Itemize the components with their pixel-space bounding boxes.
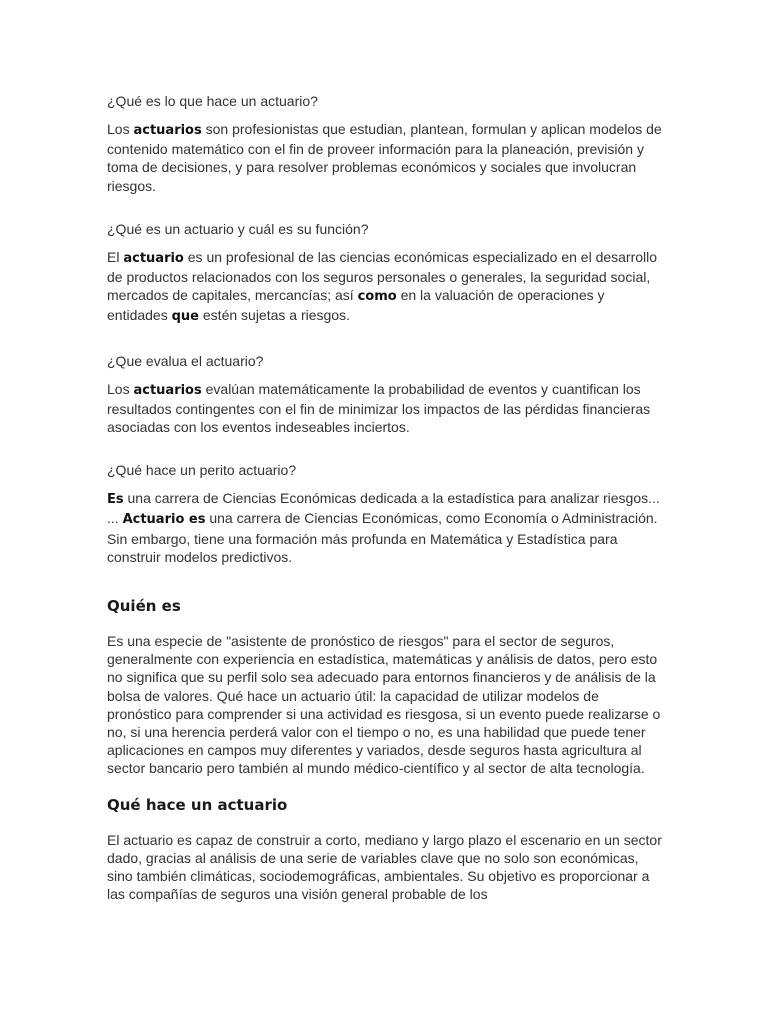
bold-term: actuarios (133, 123, 202, 138)
question-3: ¿Que evalua el actuario? (107, 352, 264, 369)
document-page (107, 92, 663, 903)
paragraph-que-hace: El actuario es capaz de construir a corto, mediano y largo plazo el escenario en un sector dado, gracias al análisis de una serie de variables clave que no solo son económicas, sino también climáticas, sociodemográficas, ambientales. Su objetivo es proporcionar a las compañías de seguros una visión general probable de los (107, 831, 662, 903)
heading-que-hace: Qué hace un actuario (107, 795, 288, 814)
answer-1: Los actuarios son profesionistas que estudian, plantean, formulan y aplican modelos de contenido matemático con el fin de proveer información para la planeación, previsión y toma de decisiones, y para resolver problemas económicos y sociales que involucran riesgos. (107, 121, 662, 194)
answer-3: Los actuarios evalúan matemáticamente la probabilidad de eventos y cuantifican los resultados contingentes con el fin de minimizar los impactos de las pérdidas financieras asociadas con los eventos indeseables inciertos. (107, 380, 651, 436)
bold-term: Es (107, 492, 124, 508)
bold-term: que (171, 309, 199, 325)
question-2: ¿Qué es un actuario y cuál es su función? (107, 220, 369, 237)
answer-2: El actuario es un profesional de las ciencias económicas especializado en el desarrollo de productos relacionados con los seguros personales o generales, la seguridad social, mercados de capitales, mercancías; así como en la valuación de operaciones y entidades que estén sujetas a riesgos. (107, 248, 658, 325)
bold-term: Actuario es (122, 512, 206, 528)
question-1: ¿Qué es lo que hace un actuario? (107, 93, 318, 109)
paragraph-quien-es: Es una especie de "asistente de pronóstico de riesgos" para el sector de seguros, generalmente con experiencia en estadística, matemáticas y análisis de datos, pero esto no significa que su perfil solo sea adecuado para entornos financieros y de análisis de la bolsa de valores. Qué hace un actuario útil: la capacidad de utilizar modelos de pronóstico para comprender si una actividad es riesgosa, si un evento puede realizarse o no, si una herencia perderá valor con el tiempo o no, es una habilidad que puede tener aplicaciones en campos muy diferentes y variados, desde seguros hasta agricultura al sector bancario pero también al mundo médico-científico y al sector de alta tecnología. (107, 633, 661, 777)
bold-term: actuarios (133, 382, 202, 398)
bold-term: actuario (123, 250, 184, 266)
question-4: ¿Qué hace un perito actuario? (107, 462, 297, 479)
bold-term: como (357, 289, 397, 305)
heading-quien-es: Quién es (107, 597, 181, 616)
answer-4: Es una carrera de Ciencias Económicas dedicada a la estadística para analizar riesgos... ... Actuario es una carrera de Ciencias Económicas, como Economía o Administración. Sin embargo, tiene una formación más profunda en Matemática y Estadística para construir modelos predictivos. (107, 490, 660, 565)
